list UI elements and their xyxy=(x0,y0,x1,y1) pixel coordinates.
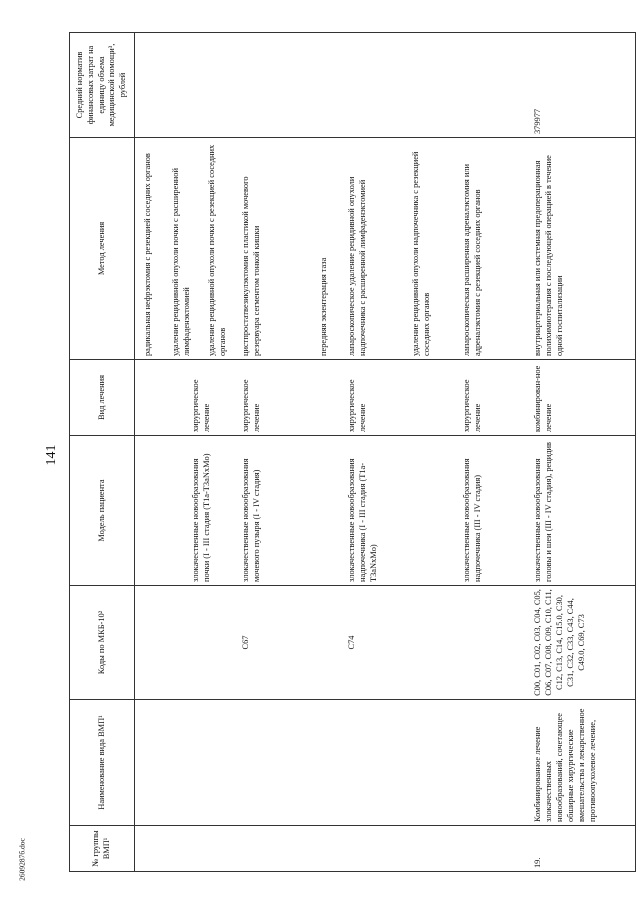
model-adrenal-1: злокачественные новообразования надпочечника (I - III стадия (T1a-T3aNxMo) xyxy=(347,458,378,582)
method-bladder: цистпростатвезикулэктомия с пластикой мочевого резервуара сегментом тонкой кишки xyxy=(241,176,261,356)
cell-icd-codes xyxy=(135,586,636,700)
header-icd-codes: Коды по МКБ-10² xyxy=(70,586,135,700)
cell-group-number xyxy=(135,826,636,872)
method-adrenal-a: лапароскопическое удаление рецидивной опухоли надпочечника с расширенной лимфаденэктомией xyxy=(347,176,367,356)
header-treatment-type: Вид лечения xyxy=(70,360,135,436)
method-head-neck: внутриартериальная или системная предоперационная полихимиотерапия с последующей операцией в течение одной госпитализации xyxy=(533,155,564,356)
cell-vmp-name xyxy=(135,700,636,826)
header-vmp-name: Наименование вида ВМП¹ xyxy=(70,700,135,826)
model-kidney: злокачественные новообразования почки (I - III стадия (T1a-T3aNxMo) xyxy=(191,453,211,582)
cell-cost xyxy=(135,33,636,138)
method-kidney-b: удаление рецидивной опухоли почки с резекцией соседних органов xyxy=(207,144,227,356)
method-nephrectomy: радикальная нефрэктомия с резекцией соседних органов xyxy=(143,153,152,356)
type-head-neck: комбинирован-ное лечение xyxy=(533,365,553,432)
method-adrenal-b: удаление рецидивной опухоли надпочечника с резекцией соседних органов xyxy=(411,151,431,356)
vmp-table xyxy=(69,32,636,872)
model-adrenal-2: злокачественные новообразования надпочечника (III - IV стадия) xyxy=(462,458,482,582)
cell-patient-model xyxy=(135,436,636,586)
table-row xyxy=(135,33,636,872)
type-bladder: хирургическое лечение xyxy=(241,379,261,432)
code-c74: C74 xyxy=(347,635,356,650)
page-number: 141 xyxy=(44,444,59,466)
model-bladder: злокачественные новообразования мочевого пузыря (I - IV стадия) xyxy=(241,458,261,582)
header-group-number: № группы ВМП¹ xyxy=(70,826,135,872)
header-row xyxy=(70,33,135,872)
header-cost-norm: Средний норматив финансовых затрат на единицу объема медицинской помощи³, рублей xyxy=(70,33,135,138)
type-adrenal-1: хирургическое лечение xyxy=(347,379,367,432)
code-c67: C67 xyxy=(241,635,250,650)
group-19-number: 19. xyxy=(533,857,542,868)
method-pelvic: передняя экзентерация таза xyxy=(319,257,328,356)
rotated-table-container xyxy=(69,33,635,872)
document-id: 2609287б.doc xyxy=(17,838,27,881)
group-19-name: Комбинированное лечение злокачественных новообразований, сочетающее обширные хирургические вмешательства и лекарственное противоопухолевое лечение, xyxy=(533,708,597,822)
group-19-codes: C00, C01, C02, C03, C04, C05, C06, C07, C08, C09, C10, C11, C12, C13, C14, C15.0, C30, C31, C32, C33, C43, C44, C49.0, C69, C73 xyxy=(533,589,586,696)
cell-treatment-method xyxy=(135,138,636,360)
header-treatment-method: Метод лечения xyxy=(70,138,135,360)
type-kidney: хирургическое лечение xyxy=(191,379,211,432)
cost-group-19: 379977 xyxy=(533,108,542,134)
cell-treatment-type xyxy=(135,360,636,436)
method-adrenal-c: лапароскопическая расширенная адреналэктомия или адреналэктомия с резекцией соседних органов xyxy=(462,164,482,356)
method-kidney-a: удаление рецидивной опухоли почки с расширенной лимфаденэктомией xyxy=(171,168,191,356)
header-patient-model: Модель пациента xyxy=(70,436,135,586)
model-head-neck: злокачественные новообразования головы и шеи (III - IV стадия), рецидив xyxy=(533,442,553,582)
type-adrenal-2: хирургическое лечение xyxy=(462,379,482,432)
